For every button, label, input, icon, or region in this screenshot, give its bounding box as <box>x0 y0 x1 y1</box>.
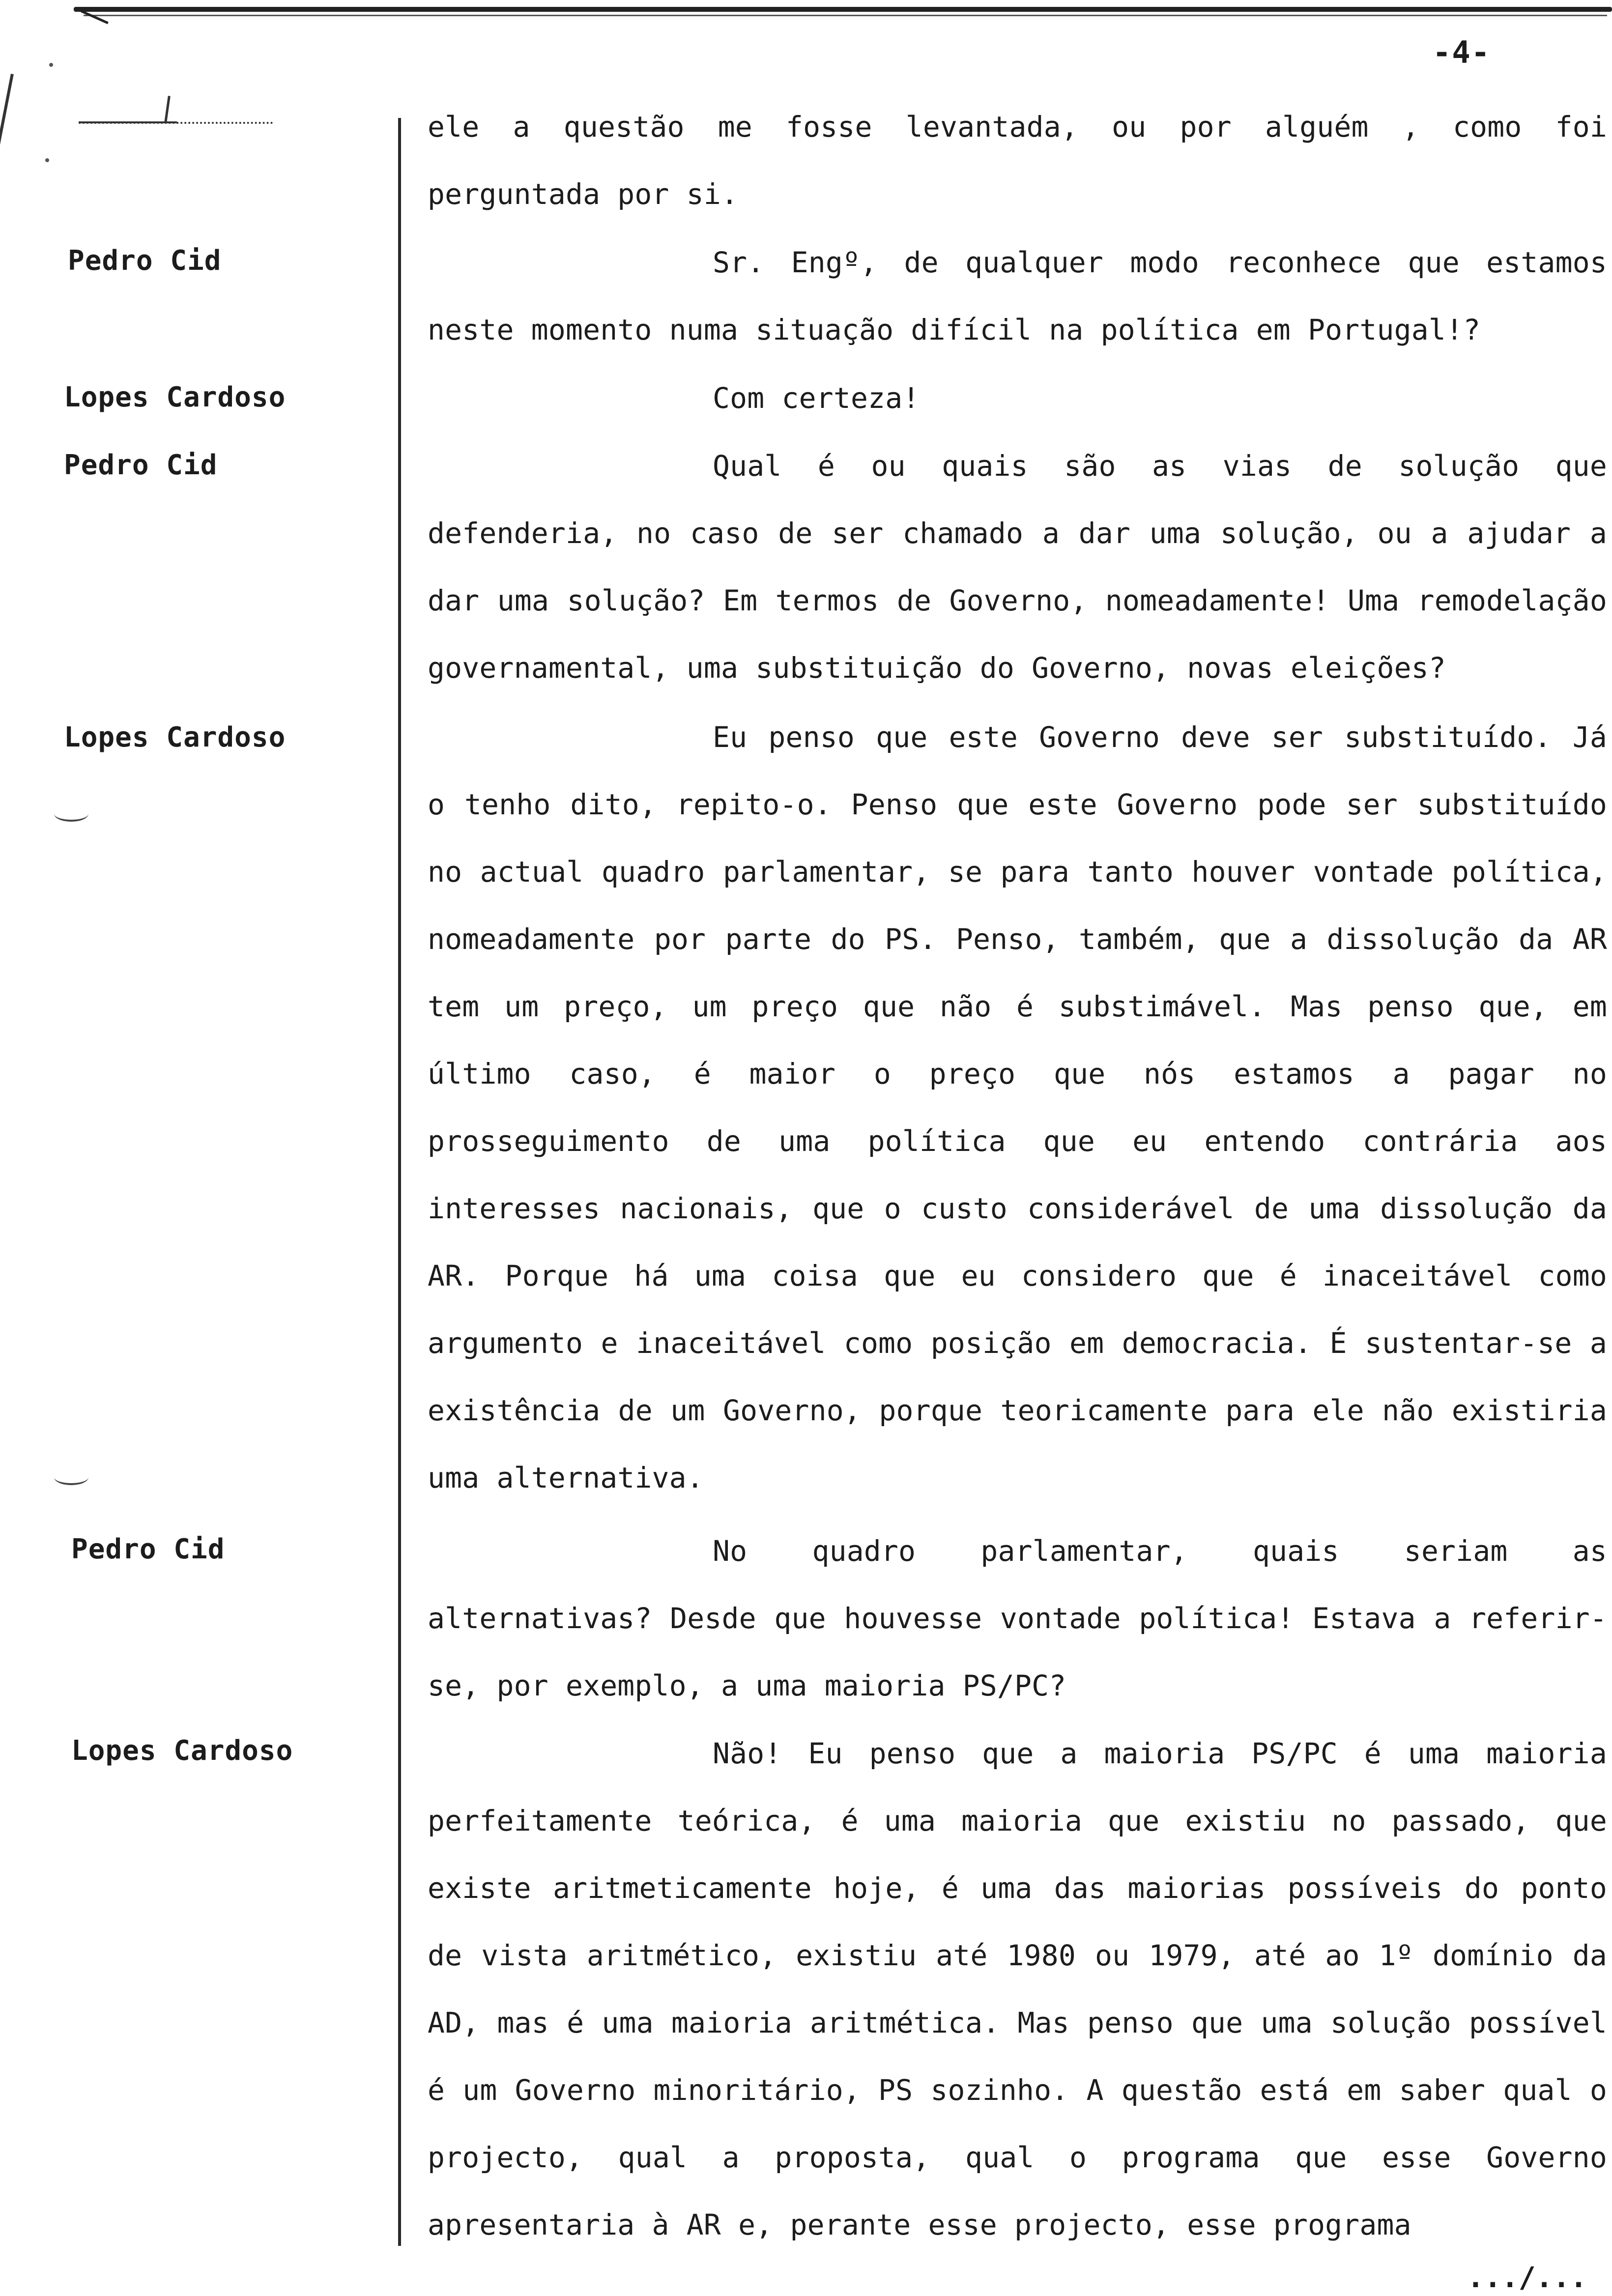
speaker-label: Lopes Cardoso <box>64 721 286 753</box>
transcript-paragraph: No quadro parlamentar, quais seriam as alternativas? Desde que houvesse vontade política! Estava a referir-se, por exemplo, a uma maioria PS/PC? <box>428 1534 1607 1702</box>
corner-stroke <box>81 10 109 24</box>
speaker-label: Pedro Cid <box>64 449 218 481</box>
continuation-marker: .../... <box>1467 2261 1587 2294</box>
margin-curve-mark <box>54 1469 88 1485</box>
top-border-thin-line <box>84 15 1607 16</box>
transcript-paragraph: Qual é ou quais são as vias de solução que defenderia, no caso de ser chamado a dar uma solução, ou a ajudar a dar uma solução? Em termos de Governo, nomeadamente! Uma remodelação governamental, uma substituição do Governo, novas eleições? <box>428 449 1607 685</box>
margin-solid-line <box>79 121 177 123</box>
transcript-paragraph: Não! Eu penso que a maioria PS/PC é uma maioria perfeitamente teórica, é uma maioria que existiu no passado, que existe aritmeticamente hoje, é uma das maiorias possíveis do ponto de vista aritmético, existiu até 1980 ou 1979, até ao 1º domínio da AD, mas é uma maioria aritmética. Mas penso que uma solução possível é um Governo minoritário, PS sozinho. A questão está em saber qual o projecto, qual a proposta, qual o programa que esse Governo apresentaria à AR e, perante esse projecto, esse programa <box>428 1737 1607 2241</box>
speaker-label: Lopes Cardoso <box>64 381 286 413</box>
speaker-label: Lopes Cardoso <box>71 1735 293 1767</box>
transcript-paragraph: Com certeza! <box>713 381 920 415</box>
margin-vertical-stroke <box>0 74 14 340</box>
top-border-line <box>74 7 1612 12</box>
column-divider <box>398 118 401 2246</box>
margin-dot <box>45 158 49 162</box>
page-number: -4- <box>1433 34 1491 70</box>
speaker-label: Pedro Cid <box>71 1533 225 1565</box>
transcript-paragraph: Sr. Engº, de qualquer modo reconhece que estamos neste momento numa situação difícil na política em Portugal!? <box>428 246 1607 346</box>
transcript-paragraph: Eu penso que este Governo deve ser substituído. Já o tenho dito, repito-o. Penso que este Governo pode ser substituído no actual quadro parlamentar, se para tanto houver vontade política, nomeadamente por parte do PS. Penso, também, que a dissolução da AR tem um preço, um preço que não é substimável. Mas penso que, em último caso, é maior o preço que nós estamos a pagar no prosseguimento de uma política que eu entendo contrária aos interesses nacionais, que o custo considerável de uma dissolução da AR. Porque há uma coisa que eu considero que é inaceitável como argumento e inaceitável como posição em democracia. É sustentar-se a existência de um Governo, porque teoricamente para ele não existiria uma alternativa. <box>428 720 1607 1494</box>
transcript-paragraph: ele a questão me fosse levantada, ou por alguém , como foi perguntada por si. <box>428 110 1607 211</box>
margin-dot <box>49 63 53 67</box>
speaker-label: Pedro Cid <box>68 245 222 277</box>
margin-tick <box>164 96 171 123</box>
margin-curve-mark <box>54 806 88 822</box>
